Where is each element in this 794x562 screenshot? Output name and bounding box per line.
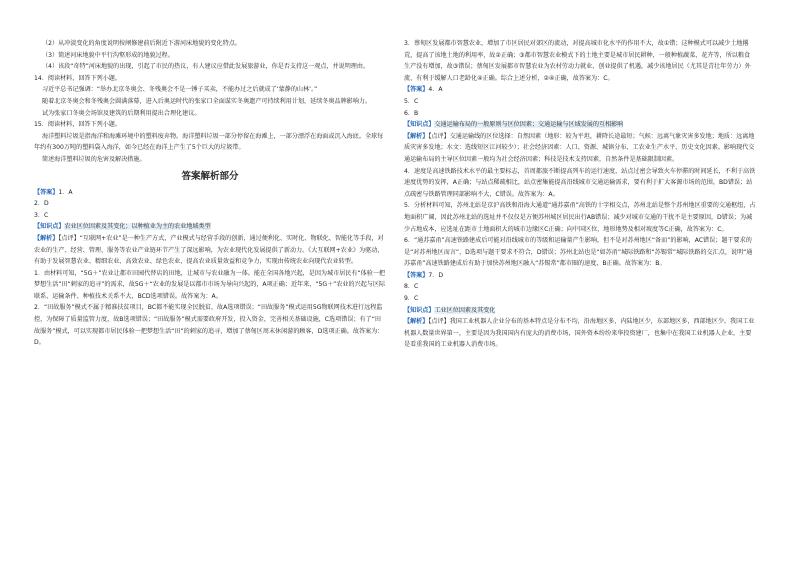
analysis-paragraph [404,131,756,166]
analysis-text: 【点评】“互联网+农业”是一种生产方式，产业模式与经营手段的创新，通过便利化、实时化、物联化、智能化等手段，对农业的生产、经营、管理、服务等农业产业链环节产生了深远影响，为农业现代化发展提供了新动力。《大互联网+农业》为驱动，有助于发展智慧农业、精细农业、高效农业、绿色农业，提高农业质量效益和竞争力，实现由传统农业向现代农业转型。 [34,234,384,266]
answer-line [34,198,386,210]
knowledge-point [404,305,756,317]
q13-item-3: （3）简述河床地貌中平行沟壑形成的地貌过程。 [42,51,174,59]
answer-tag: 【答案】 [404,86,429,94]
explanation-2: 2．“田故服务”模式不属于精准扶贫项目，BC都不能实现全民脱贫，故A选项错误；“田故服务”模式运用5G物联网技术进行远程监控，为保障了质量监管力度，故B选项错误；“田故服务”模式需要政府开发，投入资金，完善相关基础设施，C选项错误；有了“田故服务”模式，可以实现都市居民体验一把梦想生活“田”的刺家的追寻，增加了蔡甸区周末休闲游的顾客，D选项正确。故答案为：D。 [34,304,384,347]
knowledge-tag: 【知识点】 [404,306,435,314]
answer-value: 2．D [34,200,49,208]
knowledge-point [34,221,386,233]
answer-tag: 【答案】 [34,188,59,196]
analysis-paragraph [404,316,756,351]
analysis-tag: 【解析】 [404,318,429,326]
answer-value: 5．C [404,97,419,105]
analysis-paragraph [34,233,386,268]
answer-line [404,84,756,96]
answer-line [404,270,756,282]
answer-line [34,210,386,222]
answer-line [404,293,756,305]
analysis-tag: 【解析】 [404,132,429,140]
answer-line [34,187,386,199]
explanation-6: 6．“通苏嘉甬”高速铁路建成后可能对沿线城市的等级和运输量产生影响，但不是对苏州地区“备而”的影响，AC错误；题干要求的是“对苏州地区而言”，D选项与题干要求不符合，D错误；苏州北站也是“如苏甬”城际铁路和“苏锡常”城际铁路的交汇点，说明“通苏嘉甬”高速铁路建成后有助于加快苏州地区融入“苏锡常”都市圈的速度，B正确。故答案为：B。 [404,237,753,268]
explanation-3: 3．蔡甸区发展都市智慧农业，增加了市区居民对郊区的流动，对提高城市化水平的作用不大，故①错；这种模式可以减少土地撂荒，提高了该地土地的利用率，故②正确；③都市智慧农业模式下的土地主要是城市居民耕种，一般种植蔬菜、花卉等，所以粮食生产没有增加，故③错误；蔡甸区发展都市智慧农业为农村劳动力就业、创业提供了机遇，减少该地居民（尤其是青壮年劳力）外流，有利于缓解人口老龄化④正确。综合上述分析，②④正确，故答案为：C。 [404,40,751,82]
knowledge-point [404,119,756,131]
analysis-text: 【点评】我国工业机器人企业分布的基本特点是分布不均，沿海地区多，内陆地区少，东部地区多，西部地区少。我国工业机器人数量世界第一，主要是因为我国国内有庞大的消费市场，国外资本纷纷来华投资建厂，也集中在我国工业机器人企业，主要是看重我国的工业机器人消费市场。 [404,318,755,349]
answer-value: 9．C [404,295,419,303]
answer-value: 7．D [428,271,444,279]
knowledge-tag: 【知识点】 [34,223,65,231]
answer-value: 6．B [404,109,419,117]
q15-question: 简述海洋塑料垃圾的危害及解决措施。 [42,155,146,163]
knowledge-text: 交通运输布局的一般原则与区位因素；交通运输与区域发展的互相影响 [434,121,624,129]
q13-item-2: （2）从冲淡变化的角度说明按闸修建前后附近下游河床地貌的变化特点。 [42,40,241,47]
left-column [34,38,386,349]
answer-value: 1．A [58,188,73,196]
explanation-1: 1．由材料可知，“5G＋”农业让都市田园代替店的田地，让城市与农业融为一体。能在全国各地兴起，是因为城市居民有“体验一把梦想生活”田“刺家的追寻”的需求，故5G＋“农业的发展是以都市市场为导向兴起的，A项正确；近年来，“5G＋”农业的兴起与区际联系、运输条件、种植技术关系不大，BCD选项错误。故答案为：A。 [34,269,386,300]
answer-value: 8．C [404,283,419,291]
q14-heading: 14．阅读材料，回答下列小题。 [34,74,121,82]
q13-item-4: （4）该段“奇特”河床地貌的出现，引起了市民的热议，有人建议应借此发展旅游业，你是否支持这一观点，并说明理由。 [42,63,370,71]
answer-line [404,281,756,293]
q15-material: 海洋塑料垃圾是指海洋和海滩环境中的塑料废弃物。海洋塑料垃圾一部分停留在海滩上，一部分漂浮在海面或沉入海底。全球每年约有300万吨的塑料袋入海洋，如今已经在海洋上产生了5个巨大的垃圾带。 [34,132,384,152]
q14-material-1: 习近平总书记强调：“举办北京冬奥会、冬残奥会不是一锤子买卖，不能办过之后就成了‘蒙静的山林’。” [42,86,318,94]
knowledge-text: 农业区位因素及其变化；以种植业为主的农业地域类型 [64,223,211,231]
answer-value: 3．C [34,211,49,219]
analysis-tag: 【解析】 [34,234,59,242]
answer-value: 4．A [428,86,443,94]
answer-line [404,108,756,120]
explanation-5: 5．分析材料可知，苏州北站是京沪高铁和沿海大通道“通苏嘉甬”高铁的十字相交点，苏州北站是整个苏州地区重要的交通枢纽，占地面积广阔，因此苏州北站的选址并不仅仅是方便苏州城区居民出行AB错误；减少对城市交通的干扰不是主要原因，D错误；为减少占地成本，应选址在距市土地面积大的城市边缘区C正确；向中国区位，地形地势及相对坡度等C正确，故答案为：C。 [404,202,756,233]
explanation-4: 4．速度是高速铁路技术水平的最主要标志，首周都旅不断提高列车的运行速度，站点过密会导致火车停滞的时间延长，不利于高铁速度优势的发挥，A正确；与站点稀疏相比，站点密集能提高沿线城市交通运输需求，要有利于扩大客源市场的范围，BD错误；站点疏密与铁路管理同部影响不大，C错误。故答案为：A。 [404,167,756,198]
analysis-text: 【点评】交通运输线的区位选择：自然因素（地形：较为平坦，耕降长途最短；气候：远离气象灾害多发地；地质：远离地质灾害多发地；水文：选线短区江河较少）；社会经济因素：人口、资源、城镇分布、工农业生产水平、历史文化因素。影响现代交通运输布局的主导区位因素一般均为社会经济因素；科技是技术支持因素，自然条件是基础限制因素。 [404,132,755,163]
knowledge-tag: 【知识点】 [404,121,435,129]
q14-question: 试为张家口冬奥会场馆及建筑的后期利用提出合理化建议。 [42,109,201,117]
knowledge-text: 工业区位因素及其变化 [434,306,496,314]
answer-tag: 【答案】 [404,271,429,279]
q15-heading: 15．阅读材料，回答下列小题。 [34,121,121,129]
answer-line [404,96,756,108]
answer-section-title: 答案解析部分 [181,170,239,182]
right-column [404,38,756,351]
q14-material-2: 随着北京冬奥会和冬残奥会圆满落幕，进入后奥运时代的张家口全面谋实冬奥遗产可持续利用计划，延续冬奥品牌影响力。 [42,97,372,105]
